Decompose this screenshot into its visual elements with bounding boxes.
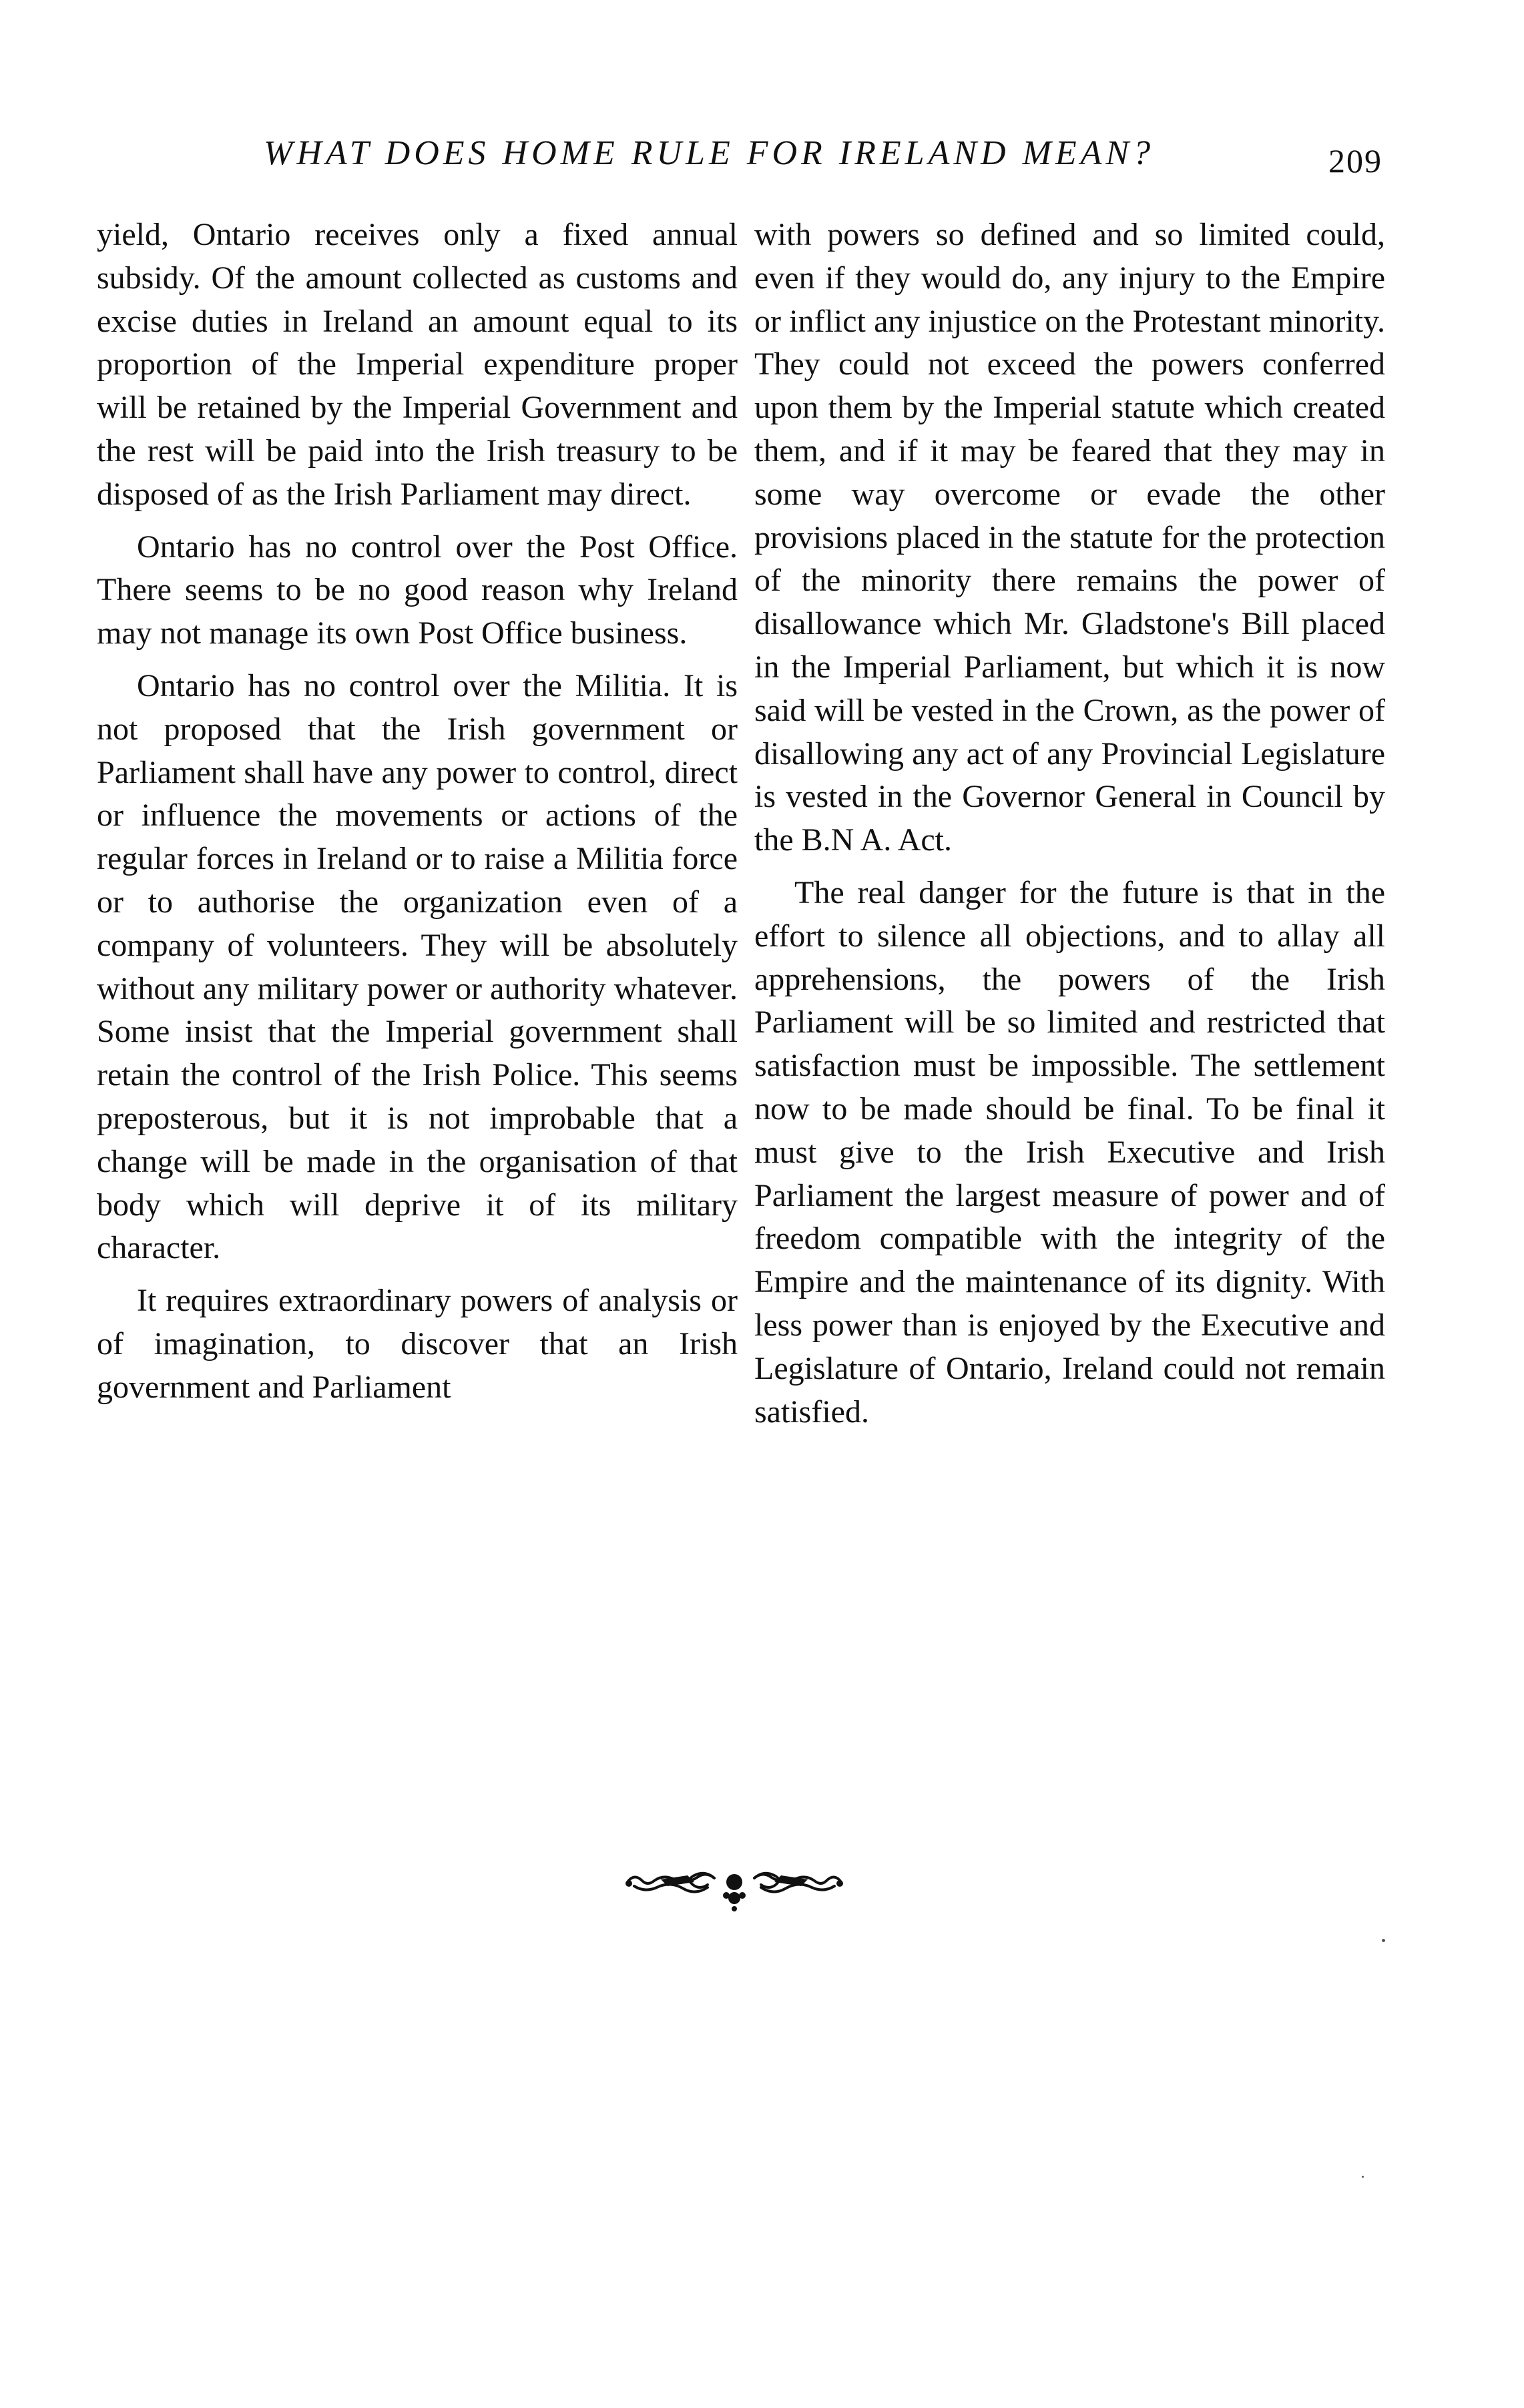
ink-speck <box>1382 1939 1385 1942</box>
page-number: 209 <box>1328 142 1382 180</box>
running-title: WHAT DOES HOME RULE FOR IRELAND MEAN? <box>264 134 1155 172</box>
scroll-ornament-icon <box>621 1855 848 1915</box>
paragraph: with powers so defined and so limited could, even if they would do, any injury to the Empire or inflict any injustice on the Protestant minority. They could not exceed the powers conferred upon them by the Imperial statute which created them, and if it may be feared that they may in some way overcome or evade the other provisions placed in the statute for the protection of the minority there remains the power of disallowance which Mr. Gladstone's Bill placed in the Imperial Parliament, but which it is now said will be vested in the Crown, as the power of disallowing any act of any Provincial Legislature is vested in the Governor General in Council by the B.N A. Act. <box>754 217 1385 858</box>
paragraph: yield, Ontario receives only a fixed annual subsidy. Of the amount collected as customs and excise duties in Ireland an amount equal to its proportion of the Imperial expenditure proper will be retained by the Imperial Government and the rest will be paid into the Irish treasury to be disposed of as the Irish Parliament may direct. <box>97 217 738 512</box>
left-column <box>97 214 738 1419</box>
paragraph: It requires extraordinary powers of analysis or of imagination, to discover that an Irish government and Parliament <box>97 1283 738 1405</box>
ink-speck <box>1362 2176 1364 2178</box>
paragraph: The real danger for the future is that in the effort to silence all objections, and to allay all apprehensions, the powers of the Irish Parliament will be so limited and restricted that satisfaction must be impossible. The settlement now to be made should be final. To be final it must give to the Irish Executive and Irish Parliament the largest measure of power and of freedom compatible with the integrity of the Empire and the maintenance of its dignity. With less power than is enjoyed by the Executive and Legislature of Ontario, Ireland could not remain satisfied. <box>754 874 1385 1430</box>
paragraph: Ontario has no control over the Post Office. There seems to be no good reason why Ireland may not manage its own Post Office business. <box>97 529 738 651</box>
paragraph: Ontario has no control over the Militia. It is not proposed that the Irish government or Parliament shall have any power to control, direct or influence the movements or actions of the regular forces in Ireland or to raise a Militia force or to authorise the organization even of a company of volunteers. They will be absolutely without any military power or authority whatever. Some insist that the Imperial government shall retain the control of the Irish Police. This seems preposterous, but it is not improbable that a change will be made in the organisation of that body which will deprive it of its military character. <box>97 667 738 1266</box>
right-column <box>754 214 1385 1443</box>
